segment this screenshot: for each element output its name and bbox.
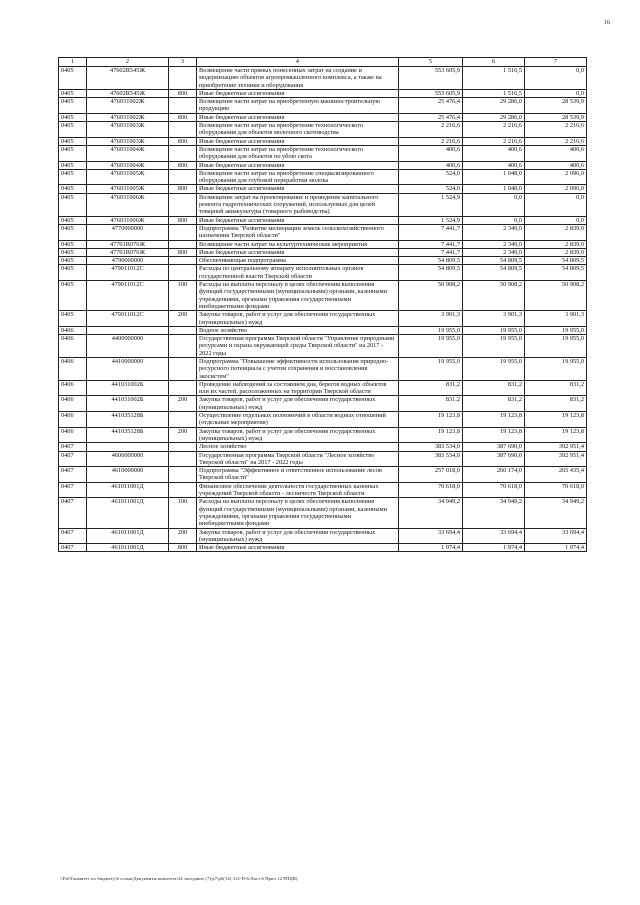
section-code: 0407 (59, 467, 87, 483)
section-code: 0405 (59, 248, 87, 256)
expense-type-code: 100 (169, 498, 197, 528)
amount-year-1: 553 605,9 (399, 67, 463, 90)
section-code: 0407 (59, 482, 87, 498)
table-row (59, 137, 587, 145)
expense-type-code (169, 265, 197, 281)
table-row (59, 98, 587, 114)
amount-year-3: 0,0 (525, 67, 587, 90)
table-row (59, 161, 587, 169)
amount-year-3: 2 216,6 (525, 122, 587, 138)
target-article-code: 4790000000 (87, 257, 169, 265)
section-code: 0407 (59, 451, 87, 467)
expense-type-code (169, 145, 197, 161)
target-article-code: 4600000000 (87, 451, 169, 467)
section-code: 0407 (59, 544, 87, 552)
item-description: Закупка товаров, работ и услуг для обеспечения государственных (муниципальных) нужд (197, 528, 399, 544)
target-article-code: 476031003Ж (87, 122, 169, 138)
item-description: Закупка товаров, работ и услуг для обеспечения государственных (муниципальных) нужд (197, 427, 399, 443)
expense-type-code (169, 169, 197, 185)
item-description: Возмещение части затрат на приобретение технологического оборудования для объектов по убою скота (197, 145, 399, 161)
amount-year-2: 400,6 (463, 161, 525, 169)
expense-type-code (169, 257, 197, 265)
target-article-code: 47602R545Ж (87, 89, 169, 97)
section-code: 0405 (59, 169, 87, 185)
amount-year-2: 19 955,0 (463, 326, 525, 334)
expense-type-code: 800 (169, 544, 197, 552)
amount-year-1: 33 694,4 (399, 528, 463, 544)
expense-type-code: 800 (169, 248, 197, 256)
item-description: Возмещение части затрат на приобретение технологического оборудования для объектов молочного скотоводства (197, 122, 399, 138)
expense-type-code (169, 122, 197, 138)
expense-type-code (169, 335, 197, 358)
amount-year-1: 7 441,7 (399, 224, 463, 240)
amount-year-2: 1 516,5 (463, 89, 525, 97)
section-code: 0406 (59, 427, 87, 443)
table-row (59, 216, 587, 224)
section-code: 0405 (59, 257, 87, 265)
section-code: 0407 (59, 443, 87, 451)
amount-year-3: 3 901,3 (525, 311, 587, 327)
amount-year-1: 1 974,4 (399, 544, 463, 552)
amount-year-2: 50 908,2 (463, 281, 525, 311)
amount-year-1: 34 949,2 (399, 498, 463, 528)
amount-year-2: 387 690,0 (463, 443, 525, 451)
item-description: Подпрограмма "Эффективное и ответственное использование лесов Тверской области" (197, 467, 399, 483)
amount-year-3: 0,0 (525, 216, 587, 224)
amount-year-3: 2 839,0 (525, 240, 587, 248)
amount-year-2: 19 123,8 (463, 412, 525, 428)
amount-year-1: 1 524,9 (399, 216, 463, 224)
amount-year-1: 383 534,0 (399, 443, 463, 451)
expense-type-code (169, 224, 197, 240)
expense-type-code: 200 (169, 427, 197, 443)
expense-type-code (169, 98, 197, 114)
table-row (59, 122, 587, 138)
amount-year-1: 54 809,5 (399, 265, 463, 281)
amount-year-2: 29 286,0 (463, 113, 525, 121)
amount-year-1: 831,2 (399, 380, 463, 396)
section-code: 0405 (59, 113, 87, 121)
item-description: Обеспечивающая подпрограмма (197, 257, 399, 265)
amount-year-1: 2 216,6 (399, 137, 463, 145)
section-code: 0405 (59, 240, 87, 248)
table-row (59, 544, 587, 552)
table-row (59, 311, 587, 327)
item-description: Возмещение части прямых понесенных затрат на создание и модернизацию объектов агропромышленного комплекса, а также на приобретение техники и оборудования (197, 67, 399, 90)
section-code: 0405 (59, 67, 87, 90)
expense-type-code (169, 326, 197, 334)
amount-year-2: 19 955,0 (463, 357, 525, 380)
target-article-code: 479011012С (87, 311, 169, 327)
item-description: Возмещение части затрат на приобретение специализированного оборудования для глубокой переработки молока (197, 169, 399, 185)
section-code: 0406 (59, 326, 87, 334)
item-description: Расходы по центральному аппарату исполнительных органов государственной власти Тверской области (197, 265, 399, 281)
table-row (59, 224, 587, 240)
amount-year-2: 831,2 (463, 380, 525, 396)
amount-year-3: 19 123,8 (525, 412, 587, 428)
section-code: 0405 (59, 193, 87, 216)
table-row (59, 443, 587, 451)
amount-year-1: 19 955,0 (399, 357, 463, 380)
item-description: Иные бюджетные ассигнования (197, 137, 399, 145)
item-description: Возмещение затрат на проектирование и проведение капитального ремонта гидротехнических сооружений, используемых для целей товарной аквакультуры (товарного рыбоводства) (197, 193, 399, 216)
section-code: 0406 (59, 380, 87, 396)
amount-year-1: 54 809,5 (399, 257, 463, 265)
section-code: 0405 (59, 89, 87, 97)
amount-year-2: 831,2 (463, 396, 525, 412)
amount-year-3: 70 618,0 (525, 482, 587, 498)
target-article-code: 4610000000 (87, 467, 169, 483)
target-article-code: 461011001Д (87, 482, 169, 498)
amount-year-3: 19 955,0 (525, 335, 587, 358)
expense-type-code (169, 482, 197, 498)
section-code: 0405 (59, 98, 87, 114)
amount-year-3: 392 951,4 (525, 443, 587, 451)
expense-type-code: 800 (169, 137, 197, 145)
amount-year-1: 19 123,8 (399, 412, 463, 428)
section-code: 0405 (59, 265, 87, 281)
amount-year-1: 553 605,9 (399, 89, 463, 97)
amount-year-2: 2 216,6 (463, 137, 525, 145)
table-row (59, 89, 587, 97)
section-code: 0405 (59, 281, 87, 311)
table-row (59, 169, 587, 185)
section-code: 0407 (59, 498, 87, 528)
expense-type-code (169, 240, 197, 248)
item-description: Подпрограмма "Развитие мелиорации земель сельскохозяйственного назначения Тверской области" (197, 224, 399, 240)
amount-year-3: 19 123,8 (525, 427, 587, 443)
amount-year-2: 0,0 (463, 216, 525, 224)
section-code: 0407 (59, 528, 87, 544)
header-cell: 4 (197, 58, 399, 67)
amount-year-3: 28 539,9 (525, 113, 587, 121)
amount-year-1: 50 908,2 (399, 281, 463, 311)
table-row (59, 193, 587, 216)
amount-year-3: 0,0 (525, 193, 587, 216)
item-description: Осуществление отдельных полномочий в области водных отношений (отдельные мероприятия) (197, 412, 399, 428)
table-row (59, 482, 587, 498)
table-row (59, 326, 587, 334)
table-row (59, 528, 587, 544)
amount-year-1: 2 216,6 (399, 122, 463, 138)
table-row (59, 281, 587, 311)
section-code: 0405 (59, 216, 87, 224)
target-article-code: 47701R076Ж (87, 240, 169, 248)
amount-year-3: 34 949,2 (525, 498, 587, 528)
header-cell: 1 (59, 58, 87, 67)
expense-type-code: 100 (169, 281, 197, 311)
amount-year-1: 400,6 (399, 161, 463, 169)
header-cell: 6 (463, 58, 525, 67)
item-description: Государственная программа Тверской области "Лесное хозяйство Тверской области" на 2017 - 2022 годы (197, 451, 399, 467)
target-article-code: 47602R545Ж (87, 67, 169, 90)
amount-year-2: 2 349,0 (463, 224, 525, 240)
amount-year-2: 2 349,0 (463, 248, 525, 256)
amount-year-1: 524,0 (399, 185, 463, 193)
amount-year-3: 265 435,4 (525, 467, 587, 483)
amount-year-2: 1 516,5 (463, 67, 525, 90)
header-cell: 2 (87, 58, 169, 67)
target-article-code: 4400000000 (87, 335, 169, 358)
target-article-code: 441035128Б (87, 412, 169, 428)
section-code: 0405 (59, 145, 87, 161)
section-code: 0405 (59, 185, 87, 193)
amount-year-2: 70 618,0 (463, 482, 525, 498)
table-row (59, 335, 587, 358)
amount-year-1: 400,6 (399, 145, 463, 161)
amount-year-1: 25 476,4 (399, 98, 463, 114)
item-description: Иные бюджетные ассигнования (197, 89, 399, 97)
amount-year-1: 257 018,0 (399, 467, 463, 483)
item-description: Возмещение части затрат на приобретенную машиностроительную продукцию (197, 98, 399, 114)
expense-type-code (169, 67, 197, 90)
item-description: Закупка товаров, работ и услуг для обеспечения государственных (муниципальных) нужд (197, 396, 399, 412)
table-row (59, 427, 587, 443)
target-article-code: 479011012С (87, 281, 169, 311)
amount-year-3: 392 951,4 (525, 451, 587, 467)
table-row (59, 257, 587, 265)
item-description: Проведение наблюдений за состоянием дна, берегов водных объектов или их частей, расположенных на территории Тверской области (197, 380, 399, 396)
amount-year-3: 2 839,0 (525, 248, 587, 256)
header-row (59, 58, 587, 67)
amount-year-3: 831,2 (525, 380, 587, 396)
expense-type-code (169, 467, 197, 483)
item-description: Расходы на выплаты персоналу в целях обеспечения выполнения функций государственными (муниципальными) органами, казенными учреждениями, органами управления государственными внебюджетными фондами (197, 281, 399, 311)
amount-year-3: 28 539,9 (525, 98, 587, 114)
target-article-code: 4410000000 (87, 357, 169, 380)
amount-year-3: 19 955,0 (525, 357, 587, 380)
item-description: Иные бюджетные ассигнования (197, 113, 399, 121)
item-description: Расходы на выплаты персоналу в целях обеспечения выполнения функций государственными (муниципальными) органами, казенными учреждениями, органами управления государственными внебюджетными фондами (197, 498, 399, 528)
expense-type-code: 800 (169, 89, 197, 97)
item-description: Иные бюджетные ассигнования (197, 216, 399, 224)
expense-type-code (169, 357, 197, 380)
amount-year-3: 50 908,2 (525, 281, 587, 311)
amount-year-3: 400,6 (525, 161, 587, 169)
section-code: 0405 (59, 122, 87, 138)
expense-type-code: 200 (169, 396, 197, 412)
header-cell: 5 (399, 58, 463, 67)
table-row (59, 412, 587, 428)
table-row (59, 67, 587, 90)
amount-year-3: 400,6 (525, 145, 587, 161)
amount-year-2: 33 694,4 (463, 528, 525, 544)
target-article-code: 476031006Ж (87, 193, 169, 216)
item-description: Иные бюджетные ассигнования (197, 248, 399, 256)
amount-year-1: 1 524,9 (399, 193, 463, 216)
section-code: 0405 (59, 161, 87, 169)
section-code: 0405 (59, 311, 87, 327)
target-article-code: 476031004Ж (87, 145, 169, 161)
page-number: 16 (604, 20, 610, 26)
table-row (59, 113, 587, 121)
amount-year-3: 1 974,4 (525, 544, 587, 552)
item-description: Возмещение части затрат на культуртехнические мероприятия (197, 240, 399, 248)
amount-year-3: 33 694,4 (525, 528, 587, 544)
table-row (59, 357, 587, 380)
amount-year-1: 7 441,7 (399, 248, 463, 256)
amount-year-2: 2 349,0 (463, 240, 525, 248)
table-row (59, 467, 587, 483)
expense-type-code: 800 (169, 113, 197, 121)
amount-year-3: 2 839,0 (525, 224, 587, 240)
table-row (59, 498, 587, 528)
target-article-code (87, 443, 169, 451)
table-row (59, 240, 587, 248)
amount-year-1: 70 618,0 (399, 482, 463, 498)
target-article-code: 476031005Ж (87, 185, 169, 193)
amount-year-1: 19 123,8 (399, 427, 463, 443)
expense-type-code (169, 193, 197, 216)
table-row (59, 451, 587, 467)
expense-type-code (169, 451, 197, 467)
amount-year-1: 19 955,0 (399, 335, 463, 358)
table-row (59, 380, 587, 396)
item-description: Подпрограмма "Повышение эффективности использования природно-ресурсного потенциала с учетом сохранения и восстановления экосистем" (197, 357, 399, 380)
target-article-code: 47701R076Ж (87, 248, 169, 256)
target-article-code: 461011001Д (87, 498, 169, 528)
expense-type-code: 200 (169, 311, 197, 327)
expense-type-code: 800 (169, 185, 197, 193)
table-row (59, 145, 587, 161)
expense-type-code (169, 380, 197, 396)
target-article-code: 441035128Б (87, 427, 169, 443)
amount-year-2: 19 955,0 (463, 335, 525, 358)
amount-year-3: 0,0 (525, 89, 587, 97)
item-description: Водное хозяйство (197, 326, 399, 334)
item-description: Иные бюджетные ассигнования (197, 544, 399, 552)
budget-table (58, 57, 587, 552)
amount-year-2: 387 690,0 (463, 451, 525, 467)
item-description: Иные бюджетные ассигнования (197, 185, 399, 193)
amount-year-1: 3 901,3 (399, 311, 463, 327)
amount-year-2: 54 809,5 (463, 257, 525, 265)
target-article-code: 476031002Ж (87, 113, 169, 121)
amount-year-1: 7 441,7 (399, 240, 463, 248)
section-code: 0406 (59, 396, 87, 412)
target-article-code: 476031006Ж (87, 216, 169, 224)
table-row (59, 185, 587, 193)
amount-year-1: 383 534,0 (399, 451, 463, 467)
amount-year-1: 19 955,0 (399, 326, 463, 334)
amount-year-1: 524,0 (399, 169, 463, 185)
amount-year-2: 400,6 (463, 145, 525, 161)
amount-year-3: 19 955,0 (525, 326, 587, 334)
expense-type-code (169, 412, 197, 428)
amount-year-1: 831,2 (399, 396, 463, 412)
file-path-footer: \\Fs03\комитет по бюджету\6 созыв\Документы комитета\34 заседание (7)\р7\р0(14) 312-П-6\Лист 6 Прил 12 РПЦВ) (60, 876, 298, 881)
amount-year-2: 19 123,8 (463, 427, 525, 443)
amount-year-2: 260 174,0 (463, 467, 525, 483)
expense-type-code (169, 443, 197, 451)
expense-type-code: 800 (169, 216, 197, 224)
target-article-code: 461011001Д (87, 528, 169, 544)
target-article-code: 476031004Ж (87, 161, 169, 169)
amount-year-2: 3 901,3 (463, 311, 525, 327)
amount-year-3: 54 809,5 (525, 265, 587, 281)
table-row (59, 396, 587, 412)
amount-year-3: 2 216,6 (525, 137, 587, 145)
expense-type-code: 800 (169, 161, 197, 169)
item-description: Финансовое обеспечение деятельности государственных казенных учреждений Тверской области - лесничеств Тверской области (197, 482, 399, 498)
target-article-code: 479011012С (87, 265, 169, 281)
table-row (59, 248, 587, 256)
amount-year-1: 25 476,4 (399, 113, 463, 121)
amount-year-2: 0,0 (463, 193, 525, 216)
item-description: Закупка товаров, работ и услуг для обеспечения государственных (муниципальных) нужд (197, 311, 399, 327)
amount-year-3: 2 096,0 (525, 169, 587, 185)
target-article-code: 476031005Ж (87, 169, 169, 185)
item-description: Лесное хозяйство (197, 443, 399, 451)
target-article-code: 441031002Б (87, 380, 169, 396)
target-article-code: 4770000000 (87, 224, 169, 240)
section-code: 0405 (59, 137, 87, 145)
section-code: 0406 (59, 412, 87, 428)
amount-year-2: 1 048,0 (463, 169, 525, 185)
section-code: 0405 (59, 224, 87, 240)
header-cell: 7 (525, 58, 587, 67)
amount-year-2: 34 949,2 (463, 498, 525, 528)
target-article-code: 476031003Ж (87, 137, 169, 145)
amount-year-2: 1 974,4 (463, 544, 525, 552)
section-code: 0406 (59, 335, 87, 358)
header-cell: 3 (169, 58, 197, 67)
amount-year-2: 2 216,6 (463, 122, 525, 138)
expense-type-code: 200 (169, 528, 197, 544)
amount-year-2: 29 286,0 (463, 98, 525, 114)
section-code: 0406 (59, 357, 87, 380)
amount-year-3: 831,2 (525, 396, 587, 412)
table-row (59, 265, 587, 281)
target-article-code: 476031002Ж (87, 98, 169, 114)
target-article-code: 461011001Д (87, 544, 169, 552)
amount-year-3: 54 809,5 (525, 257, 587, 265)
item-description: Иные бюджетные ассигнования (197, 161, 399, 169)
target-article-code: 441031002Б (87, 396, 169, 412)
amount-year-3: 2 096,0 (525, 185, 587, 193)
item-description: Государственная программа Тверской области "Управление природными ресурсами и охрана окружающей среды Тверской области" на 2017 - 2022 годы (197, 335, 399, 358)
amount-year-2: 54 809,5 (463, 265, 525, 281)
target-article-code (87, 326, 169, 334)
amount-year-2: 1 048,0 (463, 185, 525, 193)
